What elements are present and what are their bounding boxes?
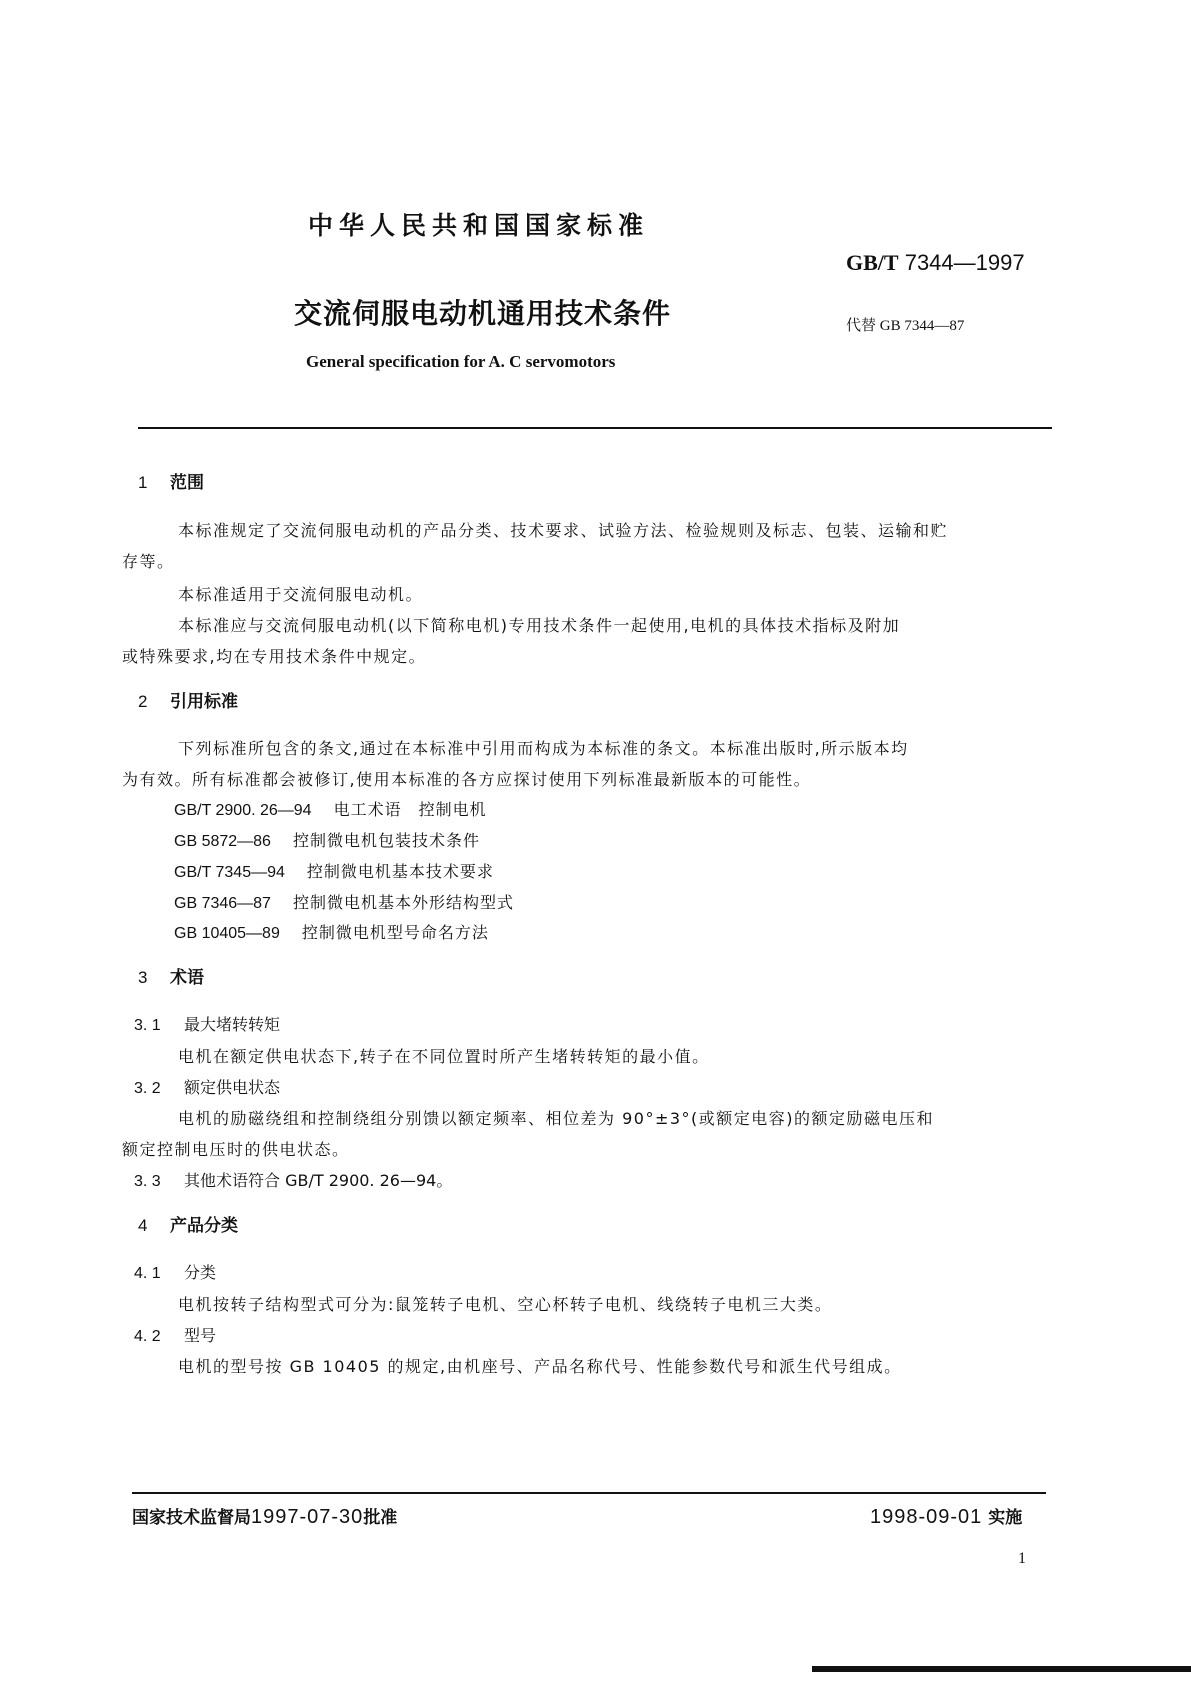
- reference-title: 控制微电机包装技术条件: [292, 831, 480, 850]
- subsection-heading: [134, 1075, 280, 1098]
- reference-code: GB 10405—89: [174, 925, 280, 942]
- subsection-heading: [134, 1323, 216, 1346]
- section-number: 4: [138, 1216, 148, 1235]
- effective-suffix: 实施: [988, 1508, 1023, 1528]
- approval-line: [132, 1503, 397, 1529]
- paragraph-line: 本标准规定了交流伺服电动机的产品分类、技术要求、试验方法、检验规则及标志、包装、运输和贮: [178, 521, 949, 540]
- effective-line: [870, 1503, 1022, 1529]
- section-number: 2: [138, 692, 148, 711]
- reference-title: 控制微电机基本外形结构型式: [292, 893, 514, 912]
- page-number: 1: [1018, 1550, 1026, 1567]
- section-heading: [138, 963, 204, 988]
- paragraph-line: 存等。: [122, 552, 175, 571]
- issue-suffix: 批准: [363, 1508, 398, 1528]
- document-title-cn: 交流伺服电动机通用技术条件: [294, 297, 672, 330]
- subsection-title: 额定供电状态: [184, 1078, 281, 1097]
- section-number: 3: [138, 968, 148, 987]
- paragraph-line: 本标准适用于交流伺服电动机。: [178, 585, 424, 604]
- subsection-number: 3. 3: [134, 1173, 161, 1190]
- subsection-heading: [134, 1012, 280, 1035]
- section-heading: [138, 468, 204, 493]
- reference-title: 电工术语 控制电机: [333, 800, 487, 819]
- section-title: 引用标准: [170, 692, 238, 712]
- section-heading: [138, 1211, 238, 1236]
- reference-item: [174, 797, 487, 820]
- footer-divider: [132, 1492, 1046, 1494]
- paragraph-line: 下列标准所包含的条文,通过在本标准中引用而构成为本标准的条文。本标准出版时,所示版本均: [178, 739, 909, 758]
- subsection-number: 4. 1: [134, 1265, 161, 1282]
- standard-number: [846, 250, 1025, 276]
- subsection-number: 4. 2: [134, 1328, 161, 1345]
- paragraph-line: 电机按转子结构型式可分为:鼠笼转子电机、空心杯转子电机、线绕转子电机三大类。: [178, 1295, 833, 1314]
- subsection-number: 3. 1: [134, 1017, 161, 1034]
- subsection-title: 最大堵转转矩: [184, 1015, 281, 1034]
- section-title: 范围: [170, 473, 204, 493]
- reference-code: GB/T 2900. 26—94: [174, 802, 312, 819]
- reference-title: 控制微电机基本技术要求: [306, 862, 494, 881]
- standard-prefix: GB/T: [846, 250, 899, 275]
- reference-item: [174, 890, 514, 913]
- paragraph-line: 本标准应与交流伺服电动机(以下简称电机)专用技术条件一起使用,电机的具体技术指标及附加: [178, 616, 901, 635]
- subsection-title: 型号: [184, 1326, 217, 1345]
- replaces-standard: 代替 GB 7344—87: [846, 318, 965, 334]
- section-number: 1: [138, 473, 148, 492]
- reference-item: [174, 859, 494, 882]
- section-title: 术语: [170, 968, 204, 988]
- subsection-title: 分类: [184, 1263, 217, 1282]
- section-heading: [138, 687, 238, 712]
- paragraph-line: 为有效。所有标准都会被修订,使用本标准的各方应探讨使用下列标准最新版本的可能性。: [122, 770, 812, 789]
- reference-code: GB/T 7345—94: [174, 864, 285, 881]
- reference-item: [174, 920, 489, 943]
- national-standard-heading: 中华人民共和国国家标准: [308, 211, 650, 240]
- paragraph-line: 或特殊要求,均在专用技术条件中规定。: [122, 647, 427, 666]
- scan-edge-bar: [812, 1666, 1191, 1672]
- document-title-en: General specification for A. C servomotors: [306, 352, 616, 371]
- reference-code: GB 7346—87: [174, 895, 271, 912]
- reference-item: [174, 828, 480, 851]
- standard-number-value: 7344—1997: [904, 250, 1025, 275]
- reference-title: 控制微电机型号命名方法: [301, 923, 489, 942]
- header-divider: [138, 427, 1052, 429]
- subsection-heading: [134, 1168, 452, 1191]
- paragraph-line: 电机的励磁绕组和控制绕组分别馈以额定频率、相位差为 90°±3°(或额定电容)的额定励磁电压和: [178, 1109, 935, 1128]
- subsection-number: 3. 2: [134, 1080, 161, 1097]
- section-title: 产品分类: [170, 1216, 238, 1236]
- subsection-text: 其他术语符合 GB/T 2900. 26—94。: [184, 1171, 453, 1190]
- issue-date: 1997-07-30: [251, 1506, 364, 1528]
- paragraph-line: 电机在额定供电状态下,转子在不同位置时所产生堵转转矩的最小值。: [178, 1047, 710, 1066]
- paragraph-line: 额定控制电压时的供电状态。: [122, 1140, 350, 1159]
- reference-code: GB 5872—86: [174, 833, 271, 850]
- subsection-heading: [134, 1260, 216, 1283]
- effective-date: 1998-09-01: [870, 1506, 983, 1528]
- issuer: 国家技术监督局: [132, 1508, 251, 1528]
- paragraph-line: 电机的型号按 GB 10405 的规定,由机座号、产品名称代号、性能参数代号和派生代号组成。: [178, 1357, 902, 1376]
